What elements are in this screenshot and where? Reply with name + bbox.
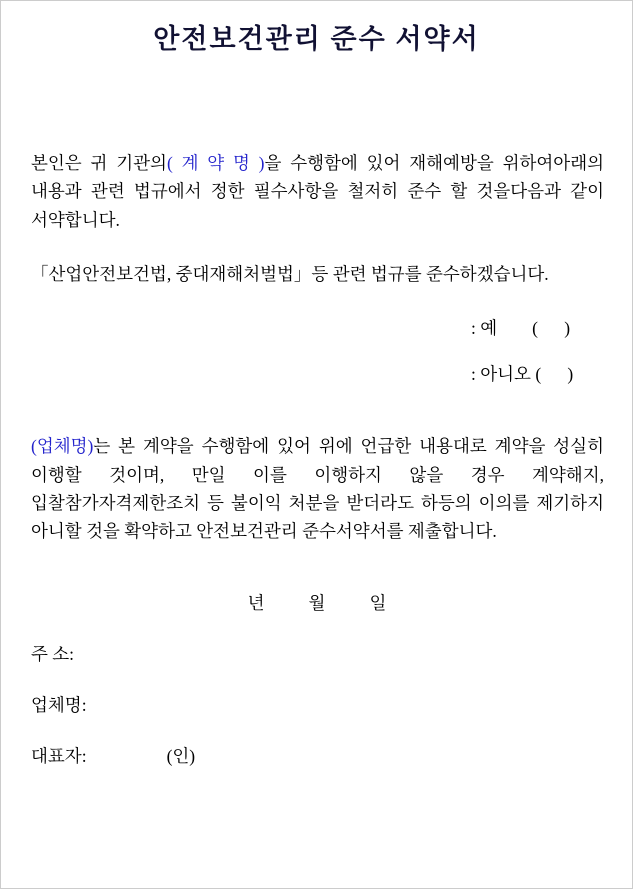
answer-option-yes[interactable]: : 예 ( ) (471, 318, 571, 339)
spacer (31, 666, 604, 692)
field-address-label: 주 소: (31, 643, 75, 664)
document-body (31, 149, 604, 768)
contract-name-placeholder: ( 계 약 명 ) (166, 153, 265, 173)
spacer (31, 388, 604, 432)
answer-option-no[interactable]: : 아니오 ( ) (471, 364, 574, 385)
page-title: 안전보건관리 준수 서약서 (153, 24, 480, 54)
field-representative[interactable] (31, 743, 604, 768)
date-line[interactable]: 년 월 일 (247, 592, 388, 613)
paragraph1-before: 본인은 귀 기관의 (31, 153, 167, 173)
paragraph1-after: 을 수행함에 있어 재해예방을 위하여아래의 내용과 관련 법규에서 정한 필수사항을 철저히 준수 할 것을다음과 같이 서약합니다. (31, 153, 604, 230)
spacer (31, 234, 604, 260)
paragraph3-after: 는 본 계약을 수행함에 있어 위에 언급한 내용대로 계약을 성실히 이행할 것이며, 만일 이를 이행하지 않을 경우 계약해지, 입찰참가자격제한조치 등 불이익 처분을 받더라도 하등의 이의를 제기하지 아니할 것을 확약하고 안전보건관리 준수서약서를 제출합니다. (31, 436, 604, 542)
spacer (31, 288, 604, 314)
field-company-name[interactable] (31, 692, 604, 717)
seal-mark: (인) (166, 745, 196, 766)
spacer (31, 615, 604, 641)
spacer (31, 546, 604, 590)
spacer (31, 717, 604, 743)
paragraph-company-confirmation (31, 432, 604, 545)
company-name-placeholder: (업체명) (31, 436, 94, 457)
field-company-name-label: 업체명: (31, 694, 87, 715)
field-address[interactable] (31, 641, 604, 666)
paragraph-law-compliance: 「산업안전보건법, 중대재해처벌법」등 관련 법규를 준수하겠습니다. (31, 264, 549, 285)
paragraph-pledge-intro (31, 149, 604, 234)
field-representative-label: 대표자: (31, 745, 87, 766)
